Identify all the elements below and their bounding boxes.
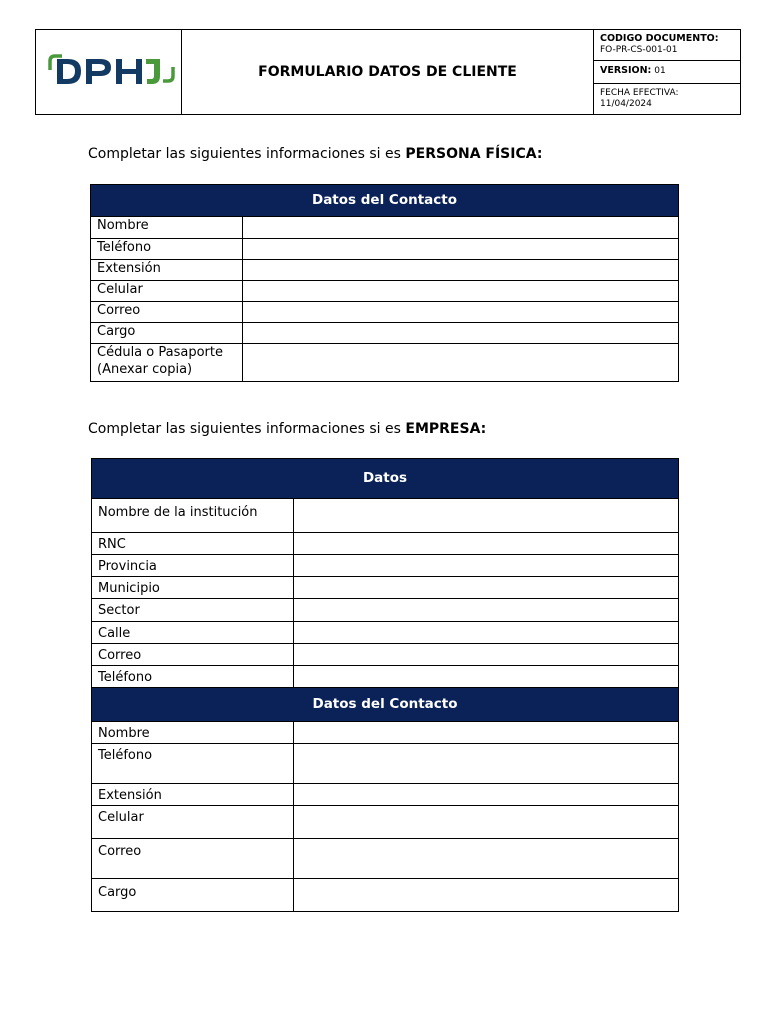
persona-intro-bold: PERSONA FÍSICA: (405, 146, 543, 162)
document-title: FORMULARIO DATOS DE CLIENTE (182, 30, 594, 115)
contacto-telefono-input[interactable] (294, 744, 679, 784)
version-value: 01 (654, 66, 666, 76)
cedula-label (91, 344, 243, 382)
empresa-telefono-input[interactable] (294, 666, 679, 688)
empresa-intro-text: Completar las siguientes informaciones si es (88, 421, 406, 437)
codigo-block (594, 31, 740, 61)
institucion-input[interactable] (294, 499, 679, 533)
version-label: VERSION: (600, 65, 652, 76)
field-label: Cargo (91, 323, 243, 344)
fecha-label: FECHA EFECTIVA: (600, 88, 679, 98)
field-label: Municipio (92, 577, 294, 599)
contacto-cargo-input[interactable] (294, 879, 679, 912)
field-label: Correo (91, 302, 243, 323)
cedula-label-line1: Cédula o Pasaporte (97, 345, 223, 360)
field-label: Provincia (92, 555, 294, 577)
codigo-value: FO-PR-CS-001-01 (600, 45, 678, 55)
calle-input[interactable] (294, 622, 679, 644)
field-label: Teléfono (92, 666, 294, 688)
field-label: Nombre (91, 217, 243, 239)
contacto-nombre-input[interactable] (294, 722, 679, 744)
cargo-input[interactable] (243, 323, 679, 344)
telefono-input[interactable] (243, 239, 679, 260)
field-label: RNC (92, 533, 294, 555)
fecha-block (594, 84, 740, 113)
empresa-intro-bold: EMPRESA: (405, 421, 487, 437)
version-block (594, 61, 740, 84)
cedula-label-line2: (Anexar copia) (97, 362, 193, 377)
field-label: Teléfono (92, 744, 294, 784)
field-label: Extensión (92, 784, 294, 806)
document-meta (594, 30, 741, 115)
dph-logo (36, 30, 179, 110)
persona-table (90, 184, 679, 382)
document-header (35, 29, 741, 115)
provincia-input[interactable] (294, 555, 679, 577)
empresa-table-title: Datos (92, 459, 679, 499)
field-label: Correo (92, 839, 294, 879)
persona-intro-text: Completar las siguientes informaciones si es (88, 146, 406, 162)
extension-input[interactable] (243, 260, 679, 281)
field-label: Nombre (92, 722, 294, 744)
field-label: Cargo (92, 879, 294, 912)
field-label: Teléfono (91, 239, 243, 260)
empresa-intro (88, 421, 486, 437)
empresa-correo-input[interactable] (294, 644, 679, 666)
persona-intro (88, 146, 542, 162)
fecha-value: 11/04/2024 (600, 99, 652, 109)
field-label: Celular (91, 281, 243, 302)
field-label: Calle (92, 622, 294, 644)
contacto-extension-input[interactable] (294, 784, 679, 806)
municipio-input[interactable] (294, 577, 679, 599)
celular-input[interactable] (243, 281, 679, 302)
correo-input[interactable] (243, 302, 679, 323)
codigo-label: CODIGO DOCUMENTO: (600, 33, 719, 44)
field-label: Extensión (91, 260, 243, 281)
contacto-band-title: Datos del Contacto (92, 688, 679, 722)
persona-table-title: Datos del Contacto (91, 185, 679, 217)
contacto-correo-input[interactable] (294, 839, 679, 879)
field-label: Celular (92, 806, 294, 839)
cedula-input[interactable] (243, 344, 679, 382)
rnc-input[interactable] (294, 533, 679, 555)
nombre-input[interactable] (243, 217, 679, 239)
field-label: Sector (92, 599, 294, 622)
empresa-table (91, 458, 679, 912)
contacto-celular-input[interactable] (294, 806, 679, 839)
sector-input[interactable] (294, 599, 679, 622)
field-label: Nombre de la institución (92, 499, 294, 533)
field-label: Correo (92, 644, 294, 666)
logo-cell (36, 30, 182, 115)
